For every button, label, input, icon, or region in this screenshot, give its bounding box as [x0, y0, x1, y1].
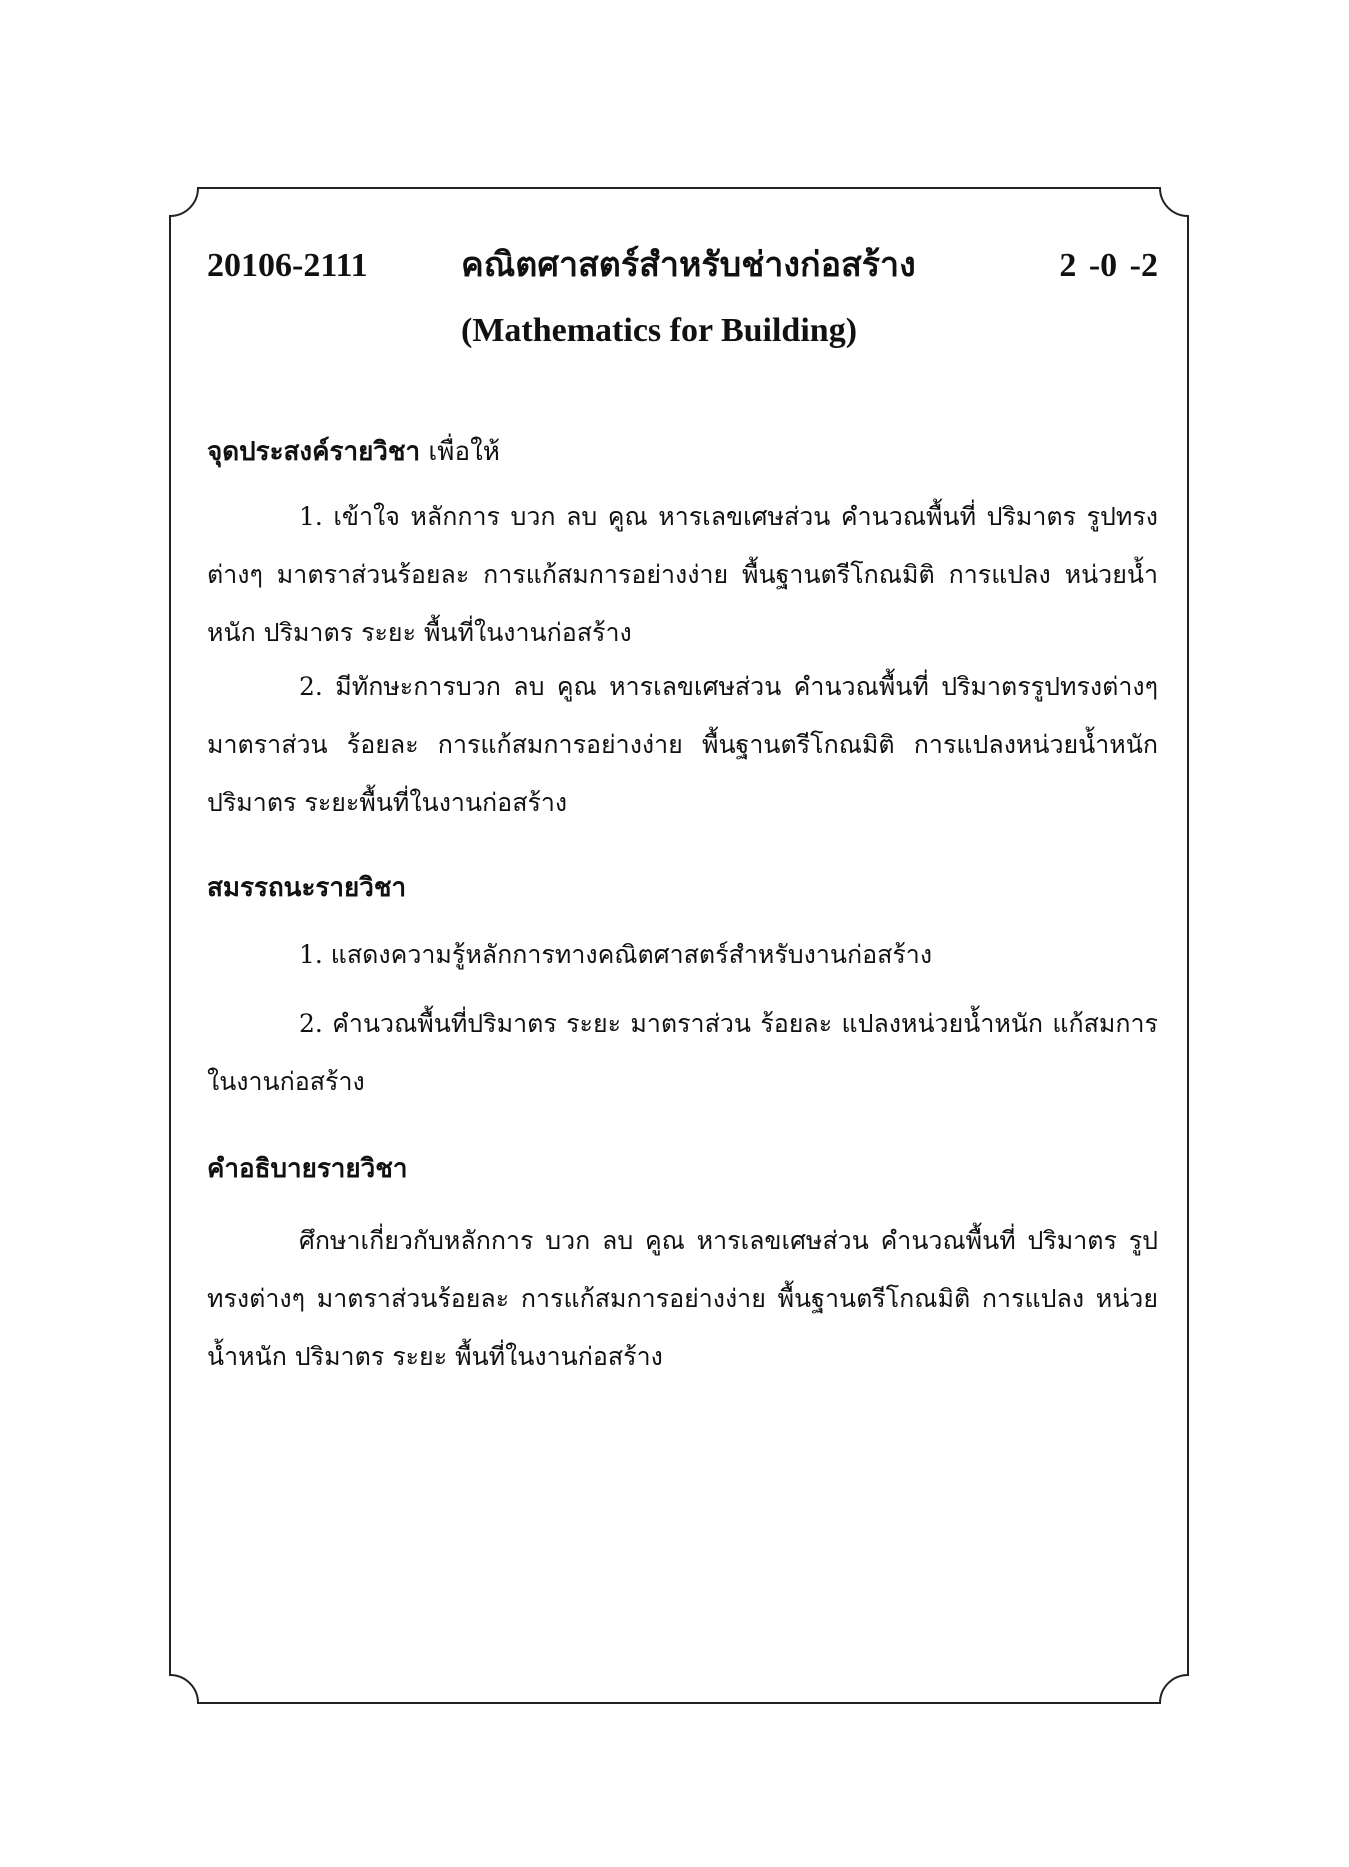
competency-item: 2. คำนวณพื้นที่ปริมาตร ระยะ มาตราส่วน ร้อยละ แปลงหน่วยน้ำหนัก แก้สมการในงานก่อสร้าง [207, 1009, 1158, 1096]
objective-item: 1. เข้าใจ หลักการ บวก ลบ คูณ หารเลขเศษส่วน คำนวณพื้นที่ ปริมาตร รูปทรงต่างๆ มาตราส่วนร้อยละ การแก้สมการอย่างง่าย พื้นฐานตรีโกณมิติ การแปลง หน่วยน้ำหนัก ปริมาตร ระยะ พื้นที่ในงานก่อสร้าง [207, 502, 1158, 647]
competencies-heading-label: สมรรถนะรายวิชา [207, 873, 407, 903]
objective-item: 2. มีทักษะการบวก ลบ คูณ หารเลขเศษส่วน คำนวณพื้นที่ ปริมาตรรูปทรงต่างๆ มาตราส่วน ร้อยละ การแก้สมการอย่างง่าย พื้นฐานตรีโกณมิติ การแปลงหน่วยน้ำหนัก ปริมาตร ระยะพื้นที่ในงานก่อสร้าง [207, 672, 1158, 817]
course-page [207, 0, 1158, 1867]
objectives-heading [207, 430, 500, 474]
course-name-english: (Mathematics for Building) [461, 312, 858, 349]
competencies-heading [207, 866, 406, 910]
objectives-heading-label: จุดประสงค์รายวิชา [207, 437, 421, 467]
course-name-thai: คณิตศาสตร์สำหรับช่างก่อสร้าง [461, 247, 916, 284]
description-heading [207, 1147, 407, 1191]
title-row [207, 238, 1158, 294]
competency-item: 1. แสดงความรู้หลักการทางคณิตศาสตร์สำหรับงานก่อสร้าง [299, 940, 933, 969]
course-credits: 2 -0 -2 [1059, 247, 1158, 284]
course-description: ศึกษาเกี่ยวกับหลักการ บวก ลบ คูณ หารเลขเศษส่วน คำนวณพื้นที่ ปริมาตร รูปทรงต่างๆ มาตราส่วนร้อยละ การแก้สมการอย่างง่าย พื้นฐานตรีโกณมิติ การแปลง หน่วยน้ำหนัก ปริมาตร ระยะ พื้นที่ในงานก่อสร้าง [207, 1226, 1158, 1371]
course-code: 20106-2111 [207, 247, 368, 284]
description-heading-label: คำอธิบายรายวิชา [207, 1154, 408, 1184]
objectives-heading-suffix: เพื่อให้ [428, 437, 500, 467]
